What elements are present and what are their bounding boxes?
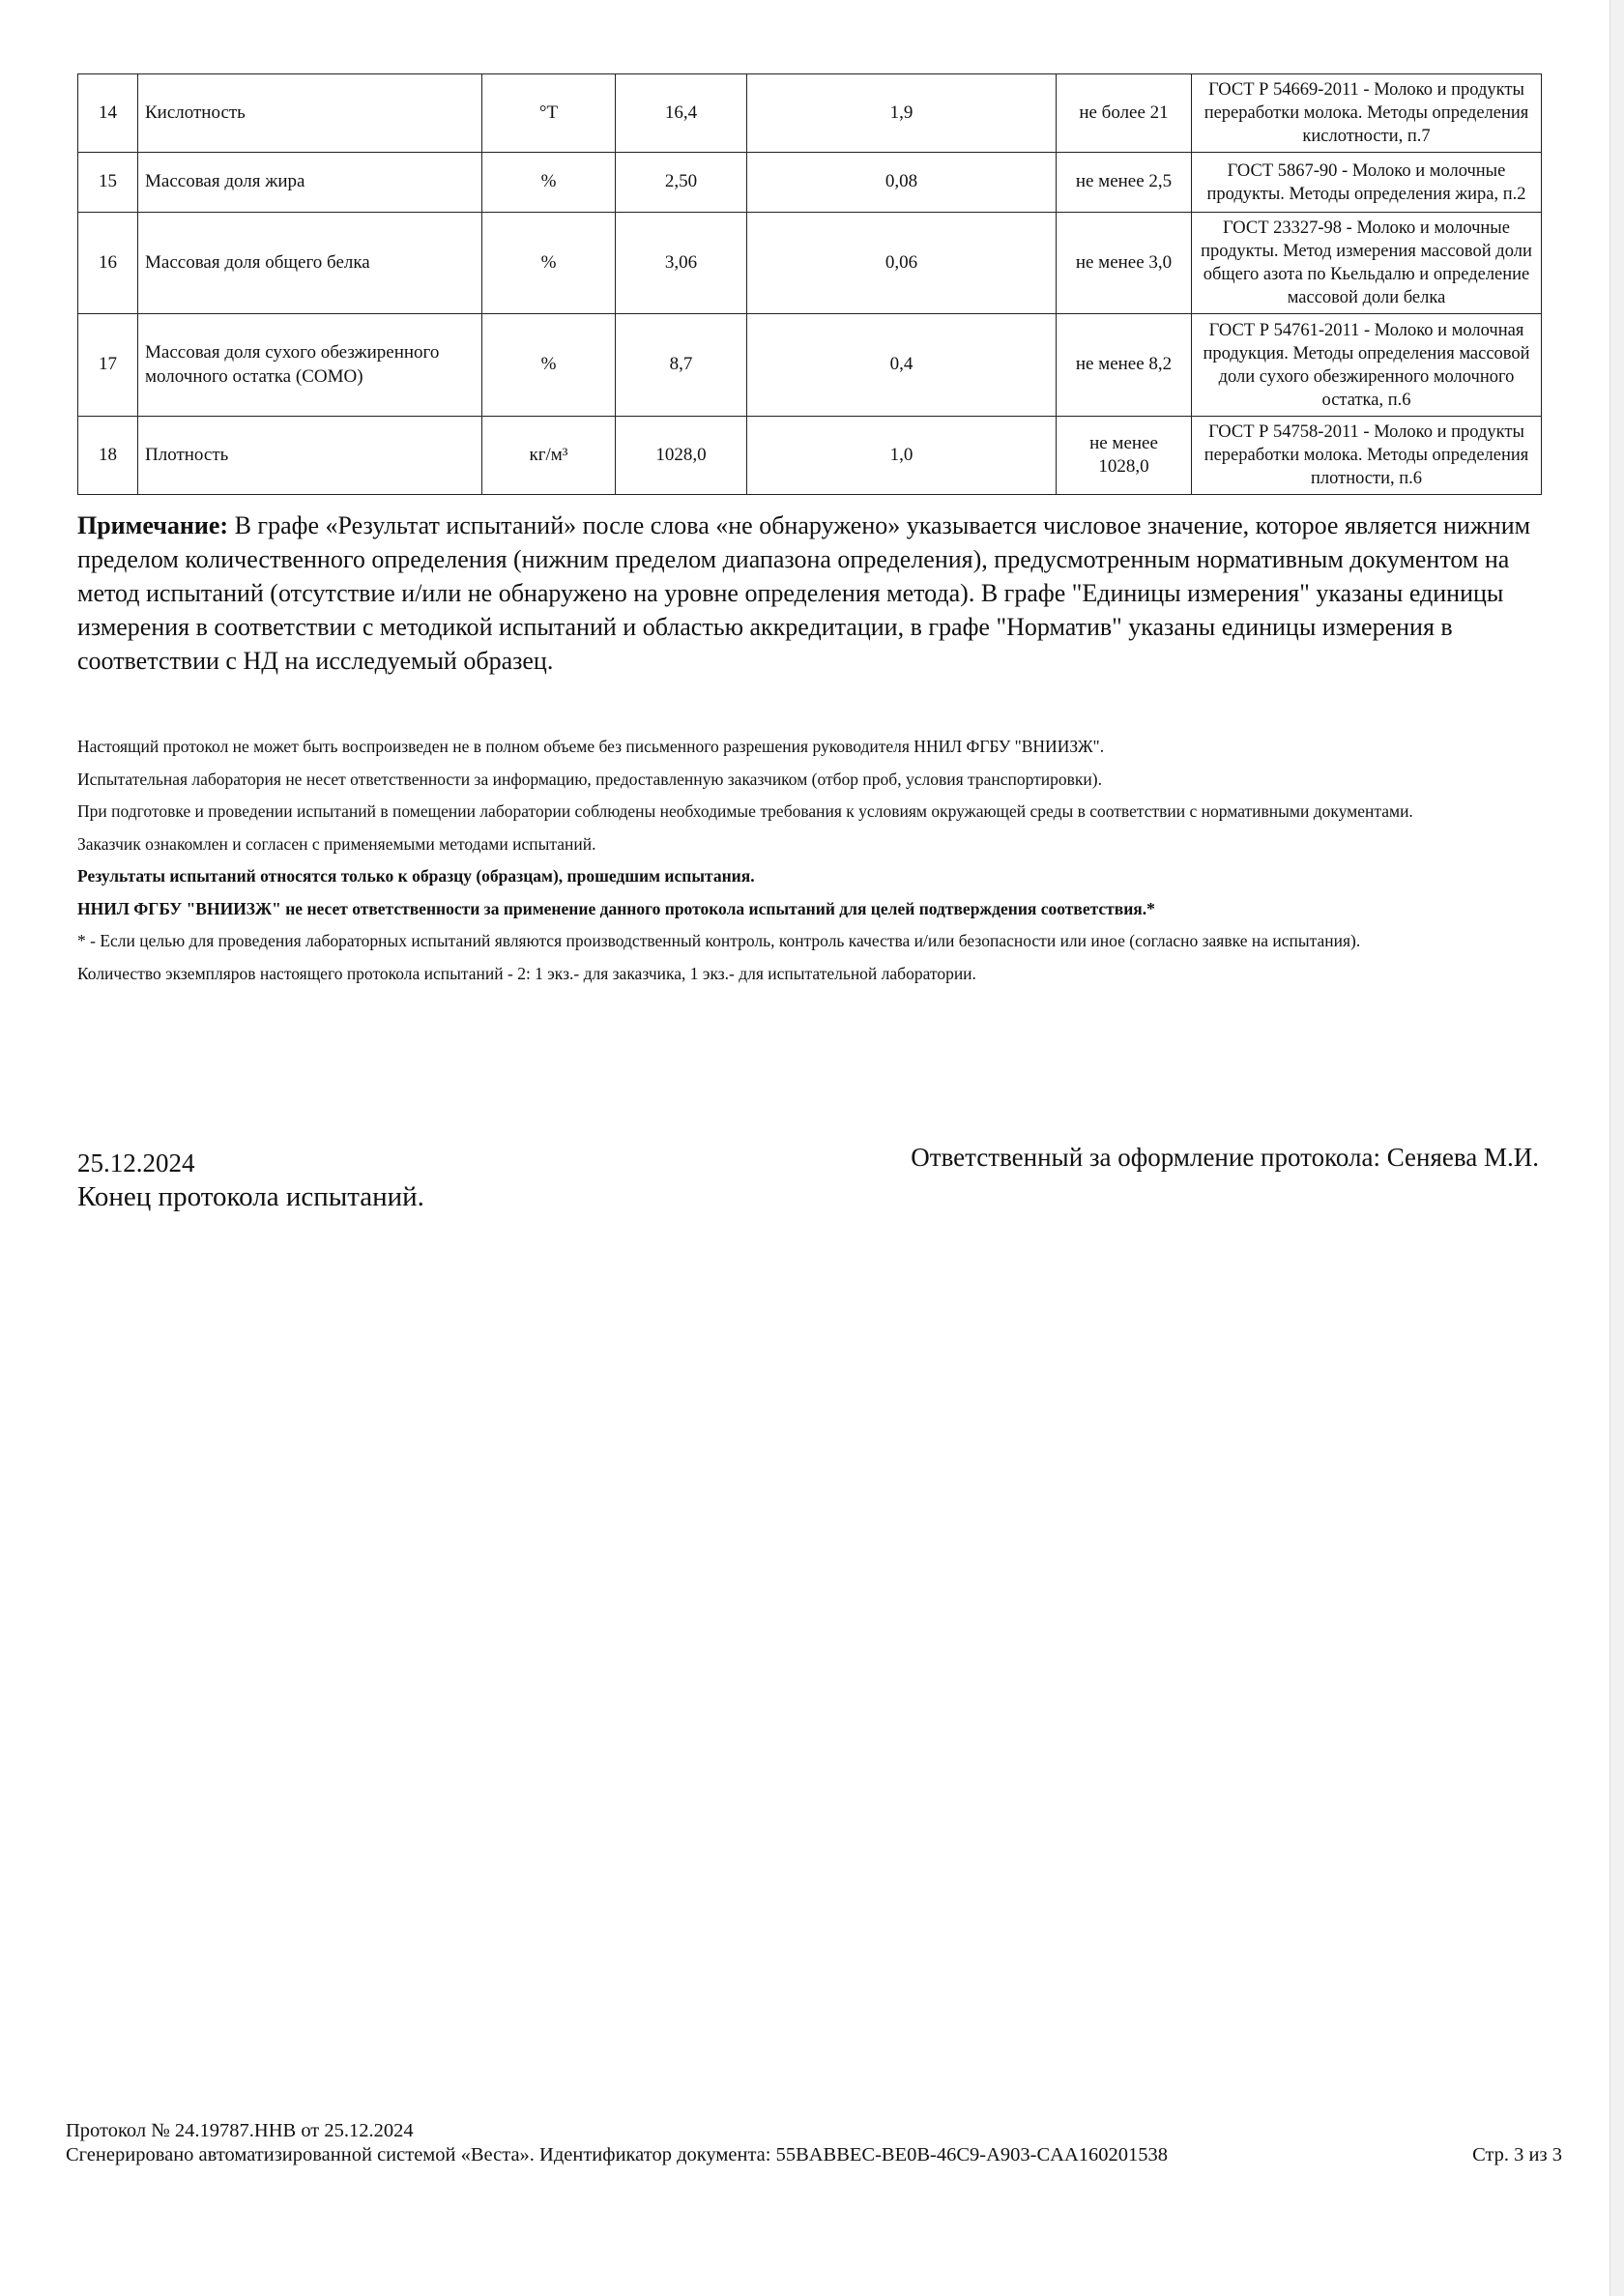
uncertainty-value: 1,9: [747, 74, 1057, 153]
norm-value: не менее 8,2: [1057, 314, 1192, 417]
note-label: Примечание:: [77, 511, 229, 539]
indicator-name: Массовая доля жира: [138, 153, 482, 213]
indicator-name: Плотность: [138, 417, 482, 495]
results-table: [77, 73, 1542, 495]
uncertainty-value: 0,06: [747, 213, 1057, 314]
indicator-name: Массовая доля сухого обезжиренного молочного остатка (СОМО): [138, 314, 482, 417]
test-method: ГОСТ 23327-98 - Молоко и молочные продукты. Метод измерения массовой доли общего азота по Кьельдалю и определение массовой доли белка: [1192, 213, 1542, 314]
norm-value: не менее 3,0: [1057, 213, 1192, 314]
table-row: [78, 417, 1542, 495]
disclaimer-line: Заказчик ознакомлен и согласен с применяемыми методами испытаний.: [77, 833, 596, 854]
footer-page-number: Стр. 3 из 3: [1472, 2144, 1562, 2165]
protocol-end-text: Конец протокола испытаний.: [77, 1181, 424, 1212]
test-method: ГОСТ 5867-90 - Молоко и молочные продукты. Методы определения жира, п.2: [1192, 153, 1542, 213]
result-value: 2,50: [616, 153, 747, 213]
table-row: [78, 213, 1542, 314]
row-number: 16: [78, 213, 138, 314]
note-paragraph: [77, 509, 1547, 678]
disclaimer-line: При подготовке и проведении испытаний в помещении лаборатории соблюдены необходимые требования к условиям окружающей среды в соответствии с нормативными документами.: [77, 801, 1413, 821]
note-text: В графе «Результат испытаний» после слова «не обнаружено» указывается числовое значение, которое является нижним пределом количественного определения (нижним пределом диапазона определения), предусмотренным нормативным документом на метод испытаний (отсутствие и/или не обнаружено на уровне определения метода). В графе "Единицы измерения" указаны единицы измерения в соответствии с методикой испытаний и областью аккредитации, в графе "Норматив" указаны единицы измерения в соответствии с НД на исследуемый образец.: [77, 511, 1531, 675]
indicator-name: Массовая доля общего белка: [138, 213, 482, 314]
test-method: ГОСТ Р 54761-2011 - Молоко и молочная продукция. Методы определения массовой доли сухого обезжиренного молочного остатка, п.6: [1192, 314, 1542, 417]
signature-date: 25.12.2024: [77, 1148, 195, 1177]
unit: %: [482, 153, 616, 213]
row-number: 17: [78, 314, 138, 417]
scan-edge: [1610, 0, 1624, 2296]
disclaimer-line: Настоящий протокол не может быть воспроизведен не в полном объеме без письменного разрешения руководителя ННИЛ ФГБУ "ВНИИЗЖ".: [77, 737, 1105, 756]
result-value: 3,06: [616, 213, 747, 314]
uncertainty-value: 0,4: [747, 314, 1057, 417]
result-value: 1028,0: [616, 417, 747, 495]
row-number: 14: [78, 74, 138, 153]
norm-value: не менее 1028,0: [1057, 417, 1192, 495]
disclaimer-list: [77, 731, 1547, 990]
disclaimer-line: * - Если целью для проведения лабораторных испытаний являются производственный контроль, контроль качества и/или безопасности или иное (согласно заявке на испытания).: [77, 931, 1361, 950]
disclaimer-line: Испытательная лаборатория не несет ответственности за информацию, предоставленную заказчиком (отбор проб, условия транспортировки).: [77, 769, 1102, 789]
table-row: [78, 74, 1542, 153]
footer-generated-id: Сгенерировано автоматизированной системой «Веста». Идентификатор документа: 55BABBEC-BE0B-46C9-A903-CAA160201538: [66, 2144, 1169, 2165]
norm-value: не более 21: [1057, 74, 1192, 153]
result-value: 16,4: [616, 74, 747, 153]
uncertainty-value: 1,0: [747, 417, 1057, 495]
unit: %: [482, 314, 616, 417]
responsible-person: Ответственный за оформление протокола: Сеняева М.И.: [911, 1143, 1539, 1172]
disclaimer-line: Количество экземпляров настоящего протокола испытаний - 2: 1 экз.- для заказчика, 1 экз.- для испытательной лаборатории.: [77, 963, 976, 983]
footer-protocol-number: Протокол № 24.19787.ННВ от 25.12.2024: [66, 2120, 414, 2141]
test-method: ГОСТ Р 54758-2011 - Молоко и продукты переработки молока. Методы определения плотности, п.6: [1192, 417, 1542, 495]
table-row: [78, 153, 1542, 213]
norm-value: не менее 2,5: [1057, 153, 1192, 213]
uncertainty-value: 0,08: [747, 153, 1057, 213]
test-method: ГОСТ Р 54669-2011 - Молоко и продукты переработки молока. Методы определения кислотности, п.7: [1192, 74, 1542, 153]
unit: кг/м³: [482, 417, 616, 495]
unit: %: [482, 213, 616, 314]
row-number: 18: [78, 417, 138, 495]
indicator-name: Кислотность: [138, 74, 482, 153]
disclaimer-line: Результаты испытаний относятся только к образцу (образцам), прошедшим испытания.: [77, 866, 755, 886]
result-value: 8,7: [616, 314, 747, 417]
table-row: [78, 314, 1542, 417]
unit: °Т: [482, 74, 616, 153]
row-number: 15: [78, 153, 138, 213]
disclaimer-line: ННИЛ ФГБУ "ВНИИЗЖ" не несет ответственности за применение данного протокола испытаний для целей подтверждения соответствия.*: [77, 898, 1155, 918]
